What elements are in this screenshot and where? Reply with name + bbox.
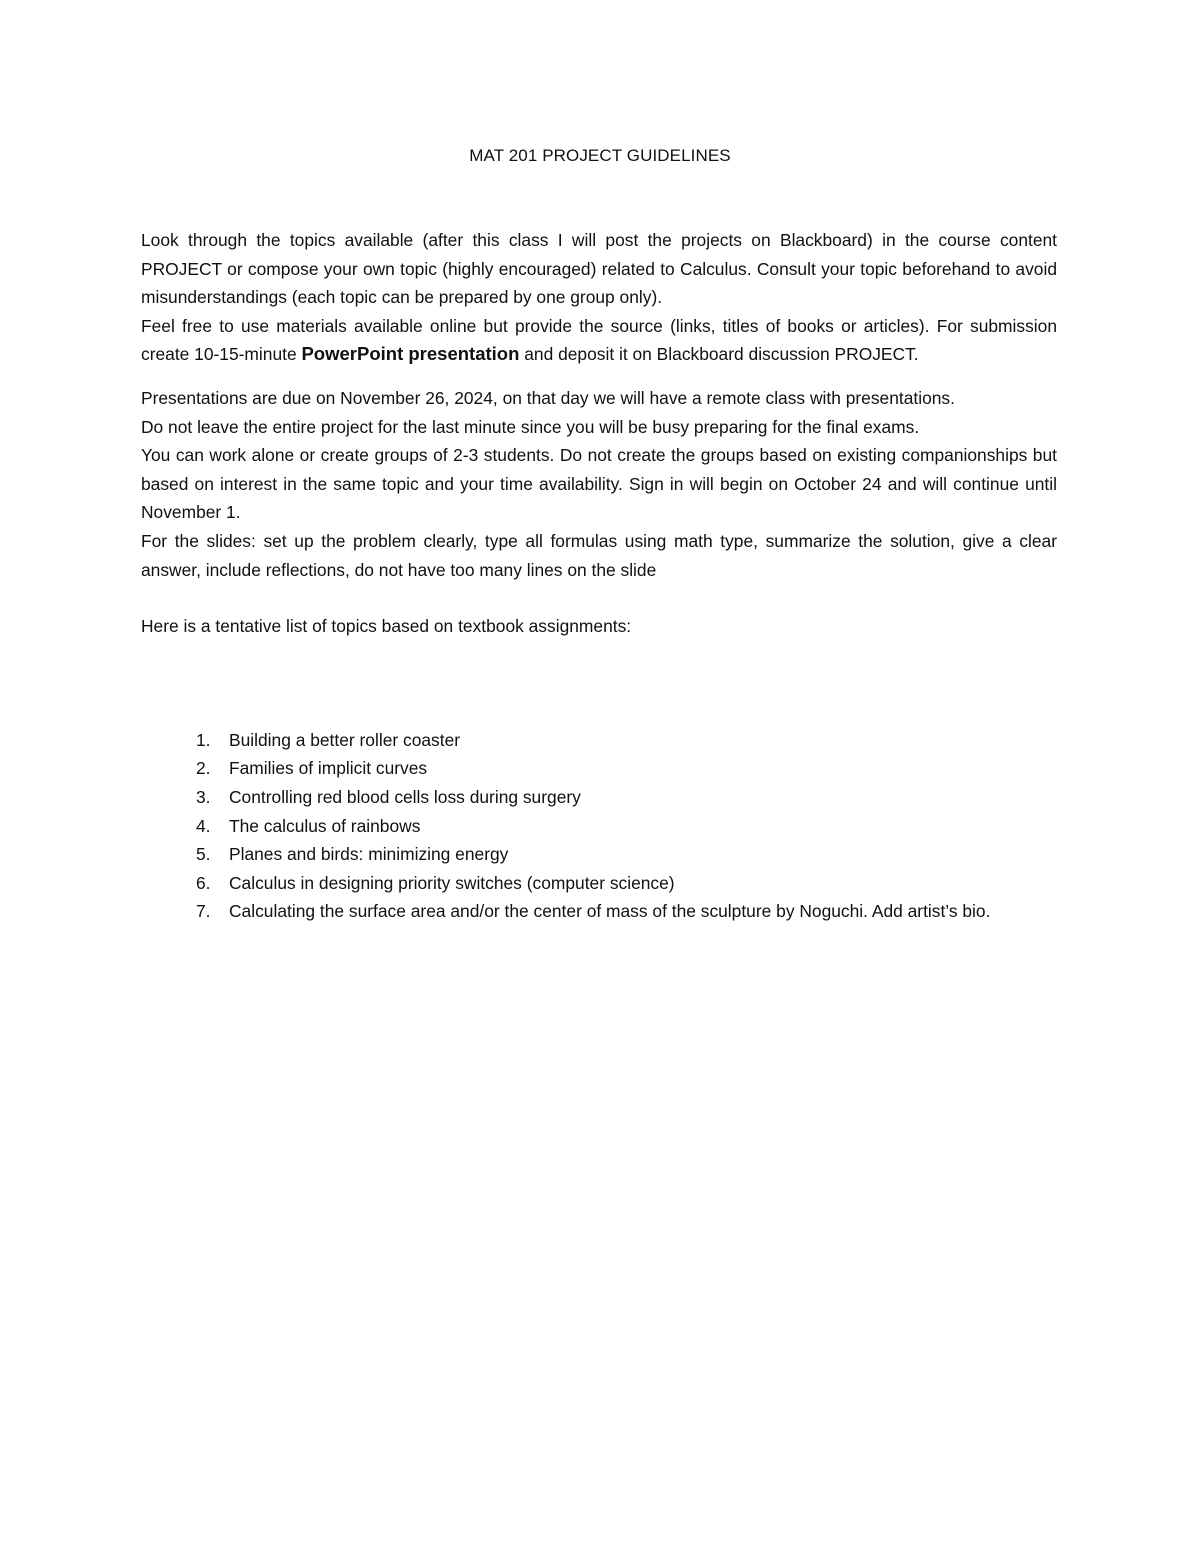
- document-body: [141, 226, 1057, 926]
- list-item-number: 6.: [196, 872, 211, 893]
- list-item-number: 1.: [196, 729, 211, 750]
- list-item-number: 2.: [196, 758, 211, 779]
- submission-text-start: Feel free to use materials available online but provide the source (links, titles of books or articles). For submission create 10-15-minute: [141, 315, 1057, 365]
- section-spacer: [141, 584, 1057, 612]
- list-item-text: Controlling red blood cells loss during surgery: [229, 786, 581, 807]
- paragraph-submission: [141, 312, 1057, 369]
- list-item-text: Calculating the surface area and/or the center of mass of the sculpture by Noguchi. Add artist’s bio.: [229, 901, 991, 922]
- paragraph-slides: For the slides: set up the problem clearly, type all formulas using math type, summarize the solution, give a clear answer, include reflections, do not have too many lines on the slide: [141, 530, 1057, 580]
- list-item-number: 3.: [196, 786, 211, 807]
- list-spacer: [141, 641, 1057, 726]
- list-item-text: Building a better roller coaster: [229, 729, 461, 750]
- list-item: [141, 783, 1057, 812]
- powerpoint-emphasis: PowerPoint presentation: [301, 343, 520, 365]
- list-item-number: 4.: [196, 815, 211, 836]
- list-item: [141, 869, 1057, 898]
- paragraph-topics-intro: Look through the topics available (after this class I will post the projects on Blackboard) in the course content PROJECT or compose your own topic (highly encouraged) related to Calculus. Consult your topic beforehand to avoid misunderstandings (each topic can be prepared by one group only).: [141, 230, 1057, 308]
- paragraph-due-date: Presentations are due on November 26, 2024, on that day we will have a remote class with presentations.: [141, 387, 955, 408]
- paragraph-spacer: [141, 369, 1057, 384]
- list-item-text: Families of implicit curves: [229, 758, 428, 779]
- topics-list-intro: Here is a tentative list of topics based on textbook assignments:: [141, 616, 632, 637]
- list-item-text: Calculus in designing priority switches (computer science): [229, 872, 675, 893]
- document-title: MAT 201 PROJECT GUIDELINES: [469, 146, 731, 165]
- paragraph-do-not-leave: Do not leave the entire project for the last minute since you will be busy preparing for the final exams.: [141, 416, 920, 437]
- submission-text-end: and deposit it on Blackboard discussion PROJECT.: [519, 344, 919, 365]
- topics-list: [141, 726, 1057, 926]
- list-item-text: The calculus of rainbows: [229, 815, 421, 836]
- list-item: [141, 840, 1057, 869]
- paragraph-groups: You can work alone or create groups of 2-3 students. Do not create the groups based on existing companionships but based on interest in the same topic and your time availability. Sign in will begin on October 24 and will continue until November 1.: [141, 445, 1057, 523]
- list-item: [141, 812, 1057, 841]
- list-item-number: 5.: [196, 844, 211, 865]
- list-item: [141, 754, 1057, 783]
- list-item: [141, 897, 1057, 926]
- list-item: [141, 726, 1057, 755]
- list-item-text: Planes and birds: minimizing energy: [229, 844, 509, 865]
- list-item-number: 7.: [196, 901, 211, 922]
